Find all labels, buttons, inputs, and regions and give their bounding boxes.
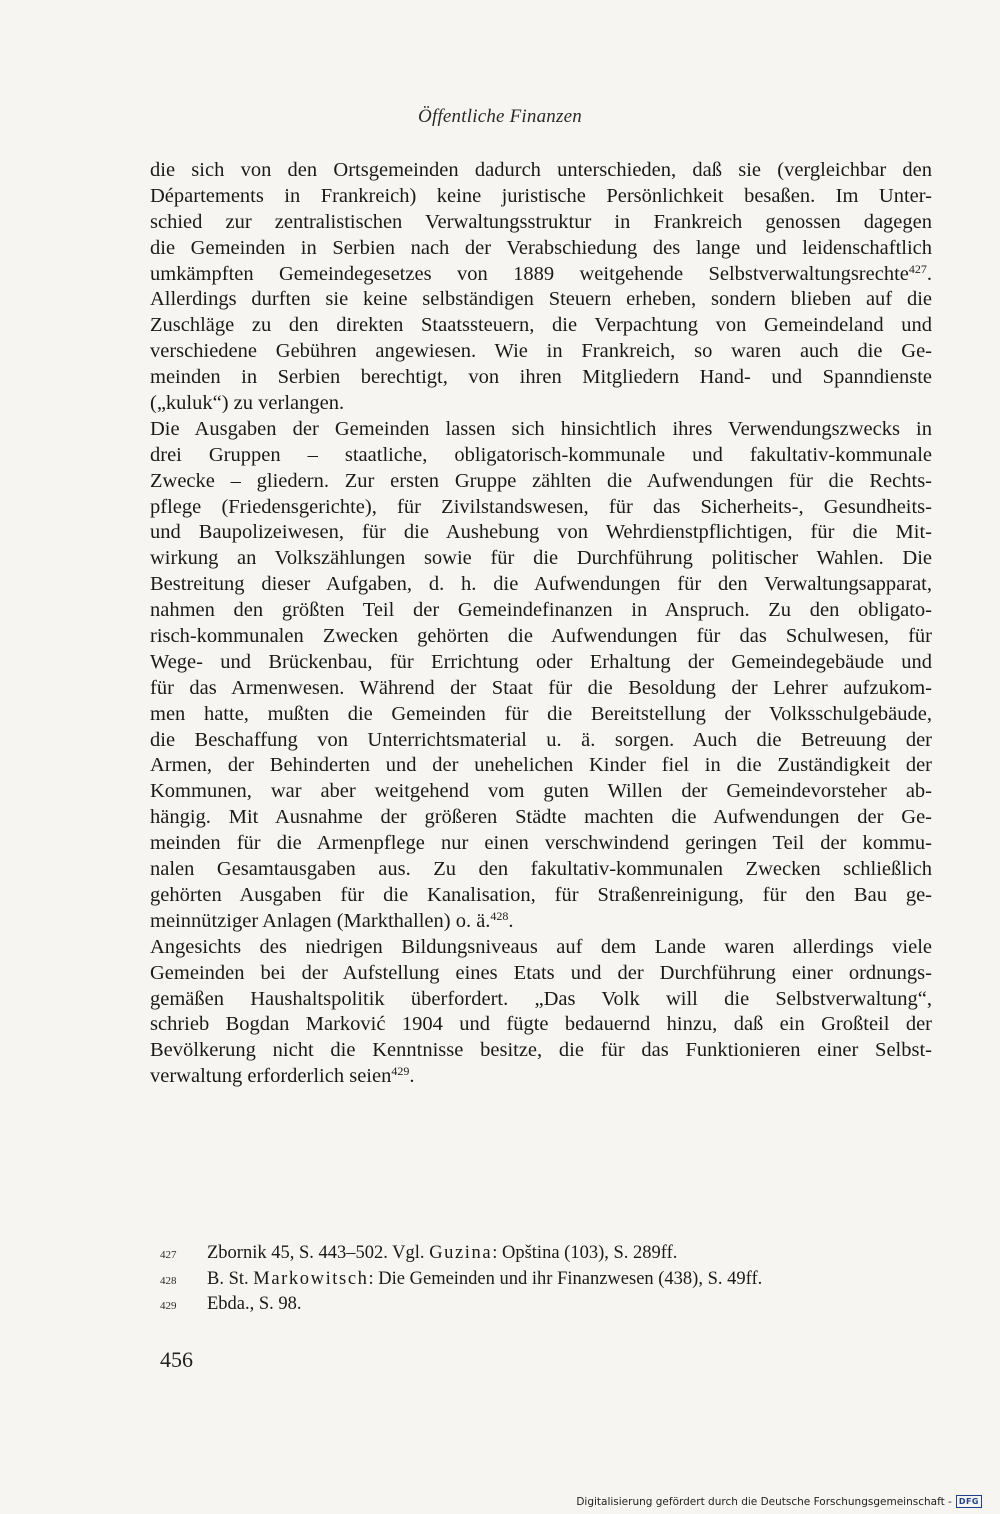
- footnote-author: B. St.: [207, 1268, 254, 1289]
- text-line-content: die Gemeinden in Serbien nach der Verabschiedung des lange und leidenschaftlich: [150, 236, 932, 259]
- footnote-number: 427: [160, 1249, 177, 1261]
- text-line-content: Die Ausgaben der Gemeinden lassen sich hinsichtlich ihres Verwendungszwecks in: [150, 417, 932, 440]
- text-line-punct: .: [508, 909, 514, 932]
- text-line: [150, 572, 932, 598]
- text-line: [150, 987, 932, 1013]
- text-line-content: umkämpften Gemeindegesetzes von 1889 weitgehende Selbstverwaltungsrechte: [150, 262, 909, 285]
- text-line-content: verwaltung erforderlich seien: [150, 1065, 392, 1088]
- footnote-number: 429: [160, 1300, 177, 1312]
- text-line-content: nalen Gesamtausgaben aus. Zu den fakultativ-kommunalen Zwecken schließlich: [150, 858, 932, 881]
- text-line-content: Kommunen, war aber weitgehend vom guten Willen der Gemeindevorsteher ab-: [150, 780, 932, 803]
- text-line: [150, 391, 932, 417]
- text-line-content: Gemeinden bei der Aufstellung eines Etats und der Durchführung einer ordnungs-: [150, 961, 932, 984]
- footnote: [160, 1293, 920, 1319]
- text-line-content: Wege- und Brückenbau, für Errichtung oder Erhaltung der Gemeindegebäude und: [150, 650, 932, 673]
- footnote-text: [207, 1268, 762, 1292]
- text-line: [150, 520, 932, 546]
- text-line: [150, 236, 932, 262]
- text-line-content: meinden in Serbien berechtigt, von ihren Mitgliedern Hand- und Spanndienste: [150, 366, 932, 389]
- footnote-ref[interactable]: 427: [908, 261, 927, 276]
- footnote-text: [207, 1293, 302, 1317]
- text-line: [150, 1038, 932, 1064]
- dfg-footer: [576, 1495, 982, 1508]
- text-line-content: Bevölkerung nicht die Kenntnisse besitze, die für das Funktionieren einer Selbst-: [150, 1039, 932, 1062]
- text-line: [150, 417, 932, 443]
- text-line: [150, 469, 932, 495]
- text-line-content: men hatte, mußten die Gemeinden für die Bereitstellung der Volksschulgebäude,: [150, 702, 932, 725]
- text-line: [150, 443, 932, 469]
- text-line: [150, 961, 932, 987]
- text-line-punct: .: [926, 262, 932, 285]
- text-line: [150, 598, 932, 624]
- text-line-content: pflege (Friedensgerichte), für Zivilstandswesen, für das Sicherheits-, Gesundheits-: [150, 495, 932, 518]
- text-line: [150, 676, 932, 702]
- footnote-number: 428: [160, 1274, 177, 1287]
- text-line-content: schied zur zentralistischen Verwaltungsstruktur in Frankreich genossen dagegen: [150, 210, 932, 233]
- text-line: [150, 365, 932, 391]
- footnote-text: Zbornik 45, S. 443–502. Vgl.: [207, 1243, 430, 1263]
- text-line-punct: .: [409, 1065, 415, 1088]
- text-line: [150, 546, 932, 572]
- text-line: [150, 702, 932, 728]
- text-line-content: Zwecke – gliedern. Zur ersten Gruppe zählten die Aufwendungen für die Rechts-: [150, 469, 932, 492]
- text-line-content: wirkung an Volkszählungen sowie für die Durchführung politischer Wahlen. Die: [150, 547, 932, 570]
- text-line: [150, 313, 932, 339]
- text-line-content: Zuschläge zu den direkten Staatssteuern, die Verpachtung von Gemeindeland und: [150, 314, 932, 337]
- text-line: [150, 805, 932, 831]
- text-line: [150, 210, 932, 236]
- page-number: 456: [160, 1347, 193, 1372]
- dfg-footer-text: Digitalisierung gefördert durch die Deutsche Forschungsgemeinschaft -: [576, 1495, 952, 1508]
- text-line-content: gemäßen Haushaltspolitik überfordert. „Das Volk will die Selbstverwaltung“,: [150, 987, 932, 1010]
- footnote-rest: : Die Gemeinden und ihr Finanzwesen (438), S. 49ff.: [368, 1268, 763, 1289]
- text-line-content: Angesichts des niedrigen Bildungsniveaus auf dem Lande waren allerdings viele: [150, 935, 932, 958]
- body-text: [150, 158, 932, 1090]
- text-line: [150, 831, 932, 857]
- text-line: [150, 935, 932, 961]
- text-line-content: die sich von den Ortsgemeinden dadurch unterschieden, daß sie (vergleichbar den: [150, 159, 932, 181]
- text-line-content: die Beschaffung von Unterrichtsmaterial u. ä. sorgen. Auch die Betreuung der: [150, 728, 932, 751]
- footnote-text: [207, 1242, 677, 1266]
- footnote-spaced: Guzina: [429, 1243, 493, 1263]
- footnote-ref[interactable]: 428: [490, 908, 509, 923]
- text-line: [150, 184, 932, 210]
- footnote-rest: : Opština (103), S. 289ff.: [492, 1243, 678, 1263]
- text-line-content: verschiedene Gebühren angewiesen. Wie in Frankreich, so waren auch die Ge-: [150, 340, 932, 363]
- text-line: [150, 287, 932, 313]
- text-line: [150, 1064, 932, 1090]
- text-line-content: risch-kommunalen Zwecken gehörten die Aufwendungen für das Schulwesen, für: [150, 625, 932, 648]
- text-line-content: drei Gruppen – staatliche, obligatorisch-kommunale und fakultativ-kommunale: [150, 443, 932, 466]
- text-line-content: und Baupolizeiwesen, für die Aushebung von Wehrdienstpflichtigen, für die Mit-: [150, 521, 932, 544]
- text-line: [150, 1012, 932, 1038]
- footnote-ref[interactable]: 429: [391, 1064, 410, 1079]
- text-line-content: für das Armenwesen. Während der Staat für die Besoldung der Lehrer aufzukom-: [150, 676, 932, 699]
- text-line: [150, 158, 932, 184]
- footnote-text: Ebda., S. 98.: [207, 1294, 302, 1314]
- text-line: [150, 883, 932, 909]
- footnote-spaced: Markowitsch: [253, 1268, 369, 1289]
- footnote: [160, 1242, 920, 1268]
- text-line: [150, 495, 932, 521]
- dfg-logo-icon: DFG: [956, 1495, 982, 1508]
- text-line: [150, 624, 932, 650]
- text-line: [150, 909, 932, 935]
- text-line-content: hängig. Mit Ausnahme der größeren Städte machten die Aufwendungen der Ge-: [150, 806, 932, 829]
- text-line-content: Départements in Frankreich) keine juristische Persönlichkeit besaßen. Im Unter-: [150, 184, 932, 207]
- text-line-content: meinnütziger Anlagen (Markthallen) o. ä.: [150, 909, 491, 932]
- text-line: [150, 728, 932, 754]
- text-line: [150, 857, 932, 883]
- text-line-content: Armen, der Behinderten und der unehelichen Kinder fiel in die Zuständigkeit der: [150, 754, 932, 777]
- text-line: [150, 339, 932, 365]
- text-line-content: nahmen den größten Teil der Gemeindefinanzen in Anspruch. Zu den obligato-: [150, 599, 932, 622]
- footnote: [160, 1268, 920, 1294]
- text-line-content: Bestreitung dieser Aufgaben, d. h. die Aufwendungen für den Verwaltungsapparat,: [150, 573, 932, 596]
- text-line: [150, 650, 932, 676]
- text-line-content: gehörten Ausgaben für die Kanalisation, für Straßenreinigung, für den Bau ge-: [150, 883, 932, 906]
- text-line-content: Allerdings durften sie keine selbständigen Steuern erheben, sondern blieben auf die: [150, 288, 932, 311]
- text-line: [150, 262, 932, 288]
- footnotes: [160, 1242, 920, 1319]
- text-line: [150, 779, 932, 805]
- running-head: Öffentliche Finanzen: [418, 106, 582, 127]
- text-line: [150, 753, 932, 779]
- text-line-content: schrieb Bogdan Marković 1904 und fügte bedauernd hinzu, daß ein Großteil der: [150, 1013, 932, 1036]
- text-line-content: meinden für die Armenpflege nur einen verschwindend geringen Teil der kommu-: [150, 832, 932, 855]
- text-line-content: („kuluk“) zu verlangen.: [150, 392, 345, 415]
